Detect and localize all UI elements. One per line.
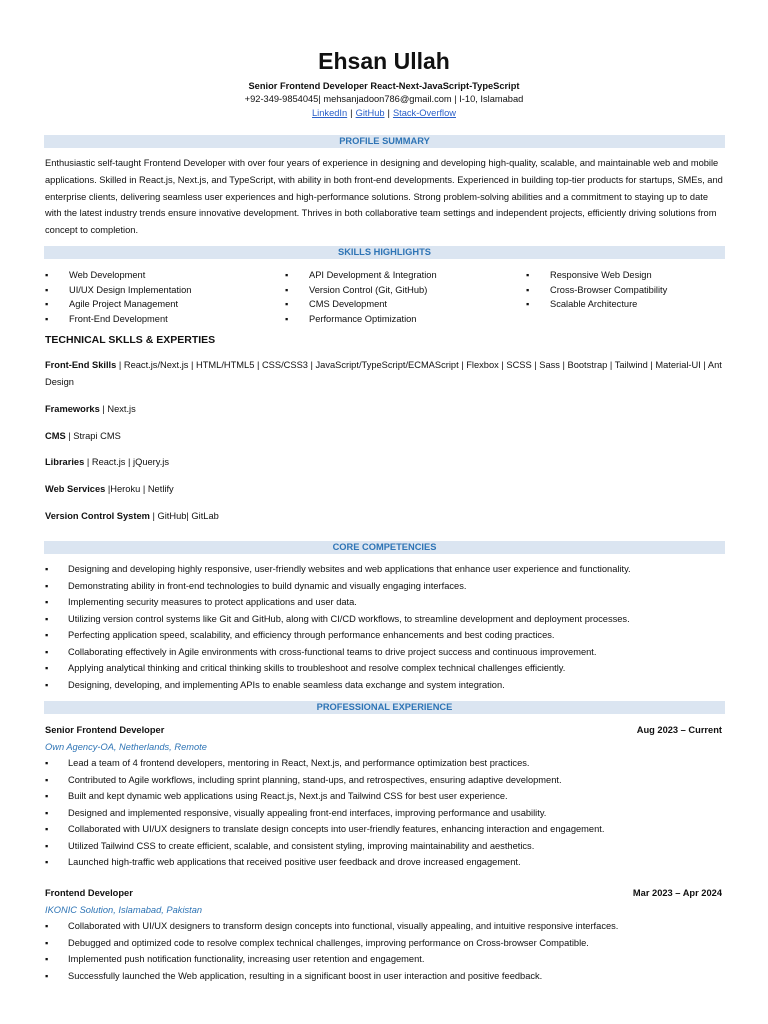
bullet-marker: ▪ <box>45 613 49 624</box>
bullet-text: Implemented push notification functionality, increasing user retention and engagement. <box>68 954 425 964</box>
bullet-marker: ▪ <box>285 270 289 280</box>
bullet-marker: ▪ <box>45 284 49 295</box>
tech-skill-label: Web Services <box>45 484 106 494</box>
bullet-marker: ▪ <box>45 807 49 818</box>
job-dates: Mar 2023 – Apr 2024 <box>632 888 722 898</box>
profile-summary-text: Enthusiastic self-taught Frontend Developer with over four years of experience in designing and developing high-quality, scalable, and maintainable web and mobile applications. Skilled in React.js, Next.js, and TypeScript, with ability in both front-end developments. Experienced in building top-tier products for startups, SMEs, and enterprise clients, delivering seamless user experiences and high-performance solutions. Strong problem-solving abilities and a commitment to staying up to date with the latest industry trends ensure innovative development. Thrives in both collaborative team settings and independent projects, efficiently driving solutions from concept to completion. <box>45 158 723 236</box>
tech-skill-label: CMS <box>45 431 66 441</box>
bullet-marker: ▪ <box>45 564 49 574</box>
bullet-marker: ▪ <box>45 921 49 931</box>
bullet-marker: ▪ <box>526 270 530 280</box>
tech-skill-label: Version Control System <box>45 511 150 521</box>
github-link[interactable]: GitHub <box>355 108 385 118</box>
bullet-marker: ▪ <box>45 270 49 280</box>
bullet-marker: ▪ <box>45 824 49 834</box>
bullet-marker: ▪ <box>285 313 289 324</box>
tech-skill-row <box>45 508 725 525</box>
bullet-marker: ▪ <box>285 299 289 309</box>
bullet-text: Successfully launched the Web application, resulting in a significant boost in user interaction and positive feedback. <box>68 970 543 981</box>
linkedin-link[interactable]: LinkedIn <box>312 108 348 118</box>
tech-skill-values: | Strapi CMS <box>65 431 121 441</box>
bullet-marker: ▪ <box>45 679 49 690</box>
bullet-marker: ▪ <box>45 954 49 964</box>
skill-label: UI/UX Design Implementation <box>69 284 192 295</box>
bullet-text: Demonstrating ability in front-end technologies to build dynamic and visually engaging interfaces. <box>68 580 467 591</box>
stackoverflow-link[interactable]: Stack-Overflow <box>392 108 456 118</box>
bullet-text: Designing, developing, and implementing APIs to enable seamless data exchange and system integration. <box>68 679 505 690</box>
bullet-text: Utilized Tailwind CSS to create efficient, scalable, and consistent styling, improving maintainability and aesthetics. <box>68 840 535 851</box>
skill-label: Agile Project Management <box>69 299 179 309</box>
bullet-text: Built and kept dynamic web applications using React.js, Next.js and Tailwind CSS for best user experience. <box>68 791 508 801</box>
bullet-text: Utilizing version control systems like Git and GitHub, along with CI/CD workflows, to streamline development and deployment processes. <box>68 613 630 624</box>
bullet-marker: ▪ <box>45 646 49 657</box>
profile-links <box>0 107 768 120</box>
bullet-marker: ▪ <box>45 857 49 867</box>
bullet-marker: ▪ <box>45 758 49 768</box>
bullet-marker: ▪ <box>45 791 49 801</box>
tech-skill-row <box>45 357 725 390</box>
skill-label: Cross-Browser Compatibility <box>550 284 668 295</box>
headline: Senior Frontend Developer React-Next-JavaScript-TypeScript <box>248 81 520 91</box>
tech-skill-label: Libraries <box>45 457 85 467</box>
bullet-marker: ▪ <box>45 630 49 640</box>
bullet-text: Launched high-traffic web applications that received positive user feedback and drove increased engagement. <box>68 857 521 867</box>
bullet-text: Collaborating effectively in Agile environments with cross-functional teams to drive project success and continuous improvement. <box>68 646 597 657</box>
bullet-text: Debugged and optimized code to resolve complex technical challenges, improving performance on Cross-browser Compatible. <box>68 937 589 948</box>
tech-skill-values: | Next.js <box>99 404 136 414</box>
link-separator: | <box>387 108 390 118</box>
skill-label: Web Development <box>69 270 146 280</box>
skill-label: Version Control (Git, GitHub) <box>309 284 428 295</box>
bullet-text: Collaborated with UI/UX designers to transform design concepts into functional, visually appealing, and intuitive responsive interfaces. <box>68 921 619 931</box>
bullet-marker: ▪ <box>526 284 530 295</box>
bullet-marker: ▪ <box>526 299 530 309</box>
skill-label: Front-End Development <box>69 313 168 324</box>
candidate-name: Ehsan Ullah <box>318 48 450 74</box>
job-company: IKONIC Solution, Islamabad, Pakistan <box>45 904 203 915</box>
bullet-text: Applying analytical thinking and critical thinking skills to troubleshoot and resolve complex technical challenges efficiently. <box>68 663 566 673</box>
bullet-marker: ▪ <box>285 284 289 295</box>
bullet-marker: ▪ <box>45 937 49 948</box>
job-dates: Aug 2023 – Current <box>636 725 722 735</box>
job-company: Own Agency-OA, Netherlands, Remote <box>45 741 207 752</box>
bullet-marker: ▪ <box>45 663 49 673</box>
bullet-marker: ▪ <box>45 970 49 981</box>
bullet-text: Lead a team of 4 frontend developers, mentoring in React, Next.js, and performance optimization best practices. <box>68 758 530 768</box>
bullet-text: Contributed to Agile workflows, including sprint planning, stand-ups, and retrospectives, ensuring adaptive development. <box>68 774 562 785</box>
bullet-text: Collaborated with UI/UX designers to translate design concepts into user-friendly features, enhancing interaction and engagement. <box>68 824 605 834</box>
link-separator: | <box>350 108 353 118</box>
tech-skill-values: | React.js/Next.js | HTML/HTML5 | CSS/CSS3 | JavaScript/TypeScript/ECMAScript | Flexbox | SCSS | Sass | Bootstrap | Tailwind | Material-UI | Ant Design <box>45 360 722 387</box>
tech-skill-row <box>45 454 725 471</box>
section-header-professional-experience: PROFESSIONAL EXPERIENCE <box>44 701 725 714</box>
skill-label: API Development & Integration <box>309 270 437 280</box>
bullet-text: Perfecting application speed, scalability, and efficiency through performance enhancements and best coding practices. <box>68 630 555 640</box>
skill-label: Performance Optimization <box>309 313 417 324</box>
bullet-text: Implementing security measures to protect applications and user data. <box>68 597 357 607</box>
tech-skill-label: Frameworks <box>45 404 100 414</box>
technical-skills-heading: TECHNICAL SKLLS & EXPERTIES <box>45 334 216 346</box>
skill-label: Responsive Web Design <box>550 270 652 280</box>
bullet-marker: ▪ <box>45 597 49 607</box>
bullet-marker: ▪ <box>45 774 49 785</box>
tech-skill-row <box>45 401 725 418</box>
section-header-skills-highlights: SKILLS HIGHLIGHTS <box>44 246 725 259</box>
tech-skill-values: | React.js | jQuery.js <box>84 457 170 467</box>
bullet-text: Designing and developing highly responsive, user-friendly websites and web applications that enhance user experience and functionality. <box>68 564 631 574</box>
bullet-marker: ▪ <box>45 299 49 309</box>
section-header-core-competencies: CORE COMPETENCIES <box>44 541 725 554</box>
skill-label: Scalable Architecture <box>550 299 638 309</box>
tech-skill-label: Front-End Skills <box>45 360 117 370</box>
section-header-profile-summary: PROFILE SUMMARY <box>44 135 725 148</box>
bullet-marker: ▪ <box>45 580 49 591</box>
job-title: Senior Frontend Developer <box>45 725 165 735</box>
bullet-marker: ▪ <box>45 840 49 851</box>
job-title: Frontend Developer <box>45 888 133 898</box>
skill-label: CMS Development <box>309 299 388 309</box>
tech-skill-values: | GitHub| GitLab <box>149 511 219 521</box>
tech-skill-row <box>45 481 725 498</box>
contact-line: +92-349-9854045| mehsanjadoon786@gmail.com | I-10, Islamabad <box>244 94 524 104</box>
bullet-marker: ▪ <box>45 313 49 324</box>
tech-skill-values: |Heroku | Netlify <box>105 484 174 494</box>
bullet-text: Designed and implemented responsive, visually appealing front-end interfaces, improving performance and usability. <box>68 807 547 818</box>
tech-skill-row <box>45 428 725 445</box>
